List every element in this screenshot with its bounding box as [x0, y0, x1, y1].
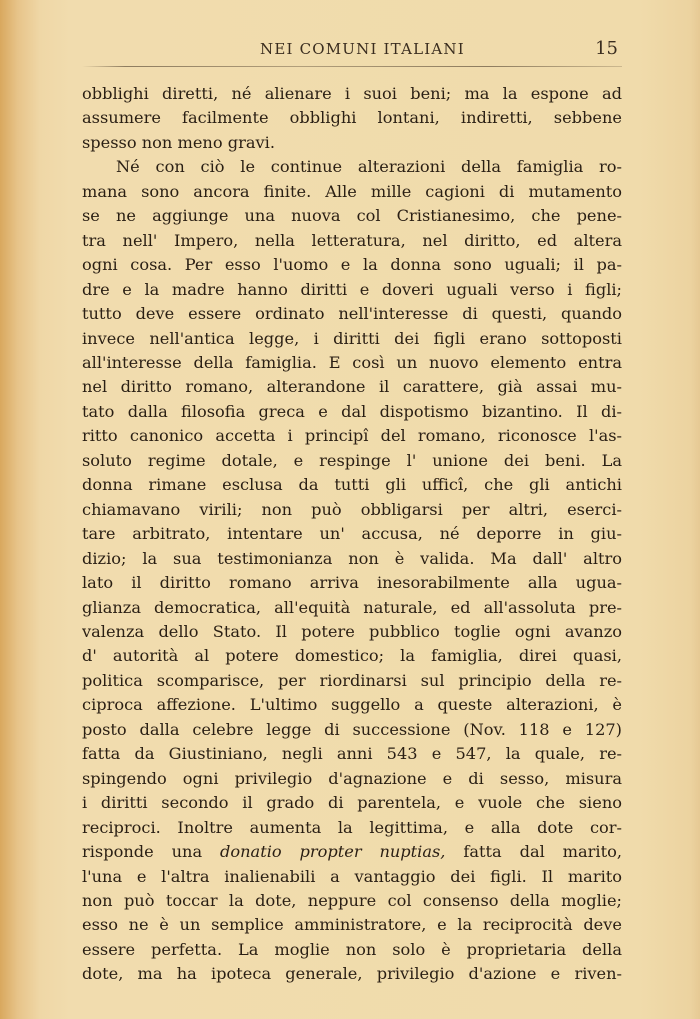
- text-line: mana sono ancora finite. Alle mille cagioni di mutamento: [82, 181, 622, 201]
- page-number: 15: [595, 38, 618, 59]
- header-rule: [82, 66, 622, 67]
- text-line: all'interesse della famiglia. E così un nuovo elemento entra: [82, 352, 622, 372]
- text-line: donna rimane esclusa da tutti gli ufficî, che gli antichi: [82, 475, 622, 495]
- text-line: reciproci. Inoltre aumenta la legittima, e alla dote cor-: [82, 817, 622, 837]
- text-segment: risponde una: [82, 842, 203, 862]
- text-line: dizio; la sua testimonianza non è valida. Ma dall' altro: [82, 548, 622, 568]
- text-line: politica scomparisce, per riordinarsi sul principio della re-: [82, 670, 622, 690]
- text-line: d' autorità al potere domestico; la famiglia, direi quasi,: [82, 646, 622, 666]
- text-line: dre e la madre hanno diritti e doveri uguali verso i figli;: [82, 279, 622, 299]
- text-line: valenza dello Stato. Il potere pubblico toglie ogni avanzo: [82, 621, 622, 641]
- text-segment: fatta dal marito,: [463, 842, 622, 862]
- text-line: chiamavano virili; non può obbligarsi per altri, eserci-: [82, 499, 622, 519]
- text-line: ritto canonico accetta i principî del romano, riconosce l'as-: [82, 426, 622, 446]
- text-line: esso ne è un semplice amministratore, e la reciprocità deve: [82, 915, 622, 935]
- text-line: dote, ma ha ipoteca generale, privilegio d'azione e riven-: [82, 964, 622, 984]
- text-line: non può toccar la dote, neppure col consenso della moglie;: [82, 890, 622, 910]
- text-line: tra nell' Impero, nella letteratura, nel diritto, ed altera: [82, 230, 622, 250]
- text-line: soluto regime dotale, e respinge l' unione dei beni. La: [82, 450, 622, 470]
- text-line: obblighi diretti, né alienare i suoi beni; ma la espone ad: [82, 84, 622, 103]
- text-line: ogni cosa. Per esso l'uomo e la donna sono uguali; il pa-: [82, 255, 622, 275]
- italic-phrase: donatio propter nuptias,: [220, 842, 446, 862]
- text-line: se ne aggiunge una nuova col Cristianesimo, che pene-: [82, 206, 622, 226]
- text-line: lato il diritto romano arriva inesorabilmente alla ugua-: [82, 573, 622, 593]
- book-page: [82, 36, 622, 984]
- body-text: [82, 82, 622, 987]
- text-line: essere perfetta. La moglie non solo è proprietaria della: [82, 939, 622, 959]
- text-line: glianza democratica, all'equità naturale, ed all'assoluta pre-: [82, 597, 622, 617]
- text-line: tare arbitrato, intentare un' accusa, né deporre in giu-: [82, 524, 622, 544]
- running-head: NEI COMUNI ITALIANI: [260, 40, 465, 58]
- text-line: spingendo ogni privilegio d'agnazione e di sesso, misura: [82, 768, 622, 788]
- text-line: posto dalla celebre legge di successione (Nov. 118 e 127): [82, 719, 622, 739]
- text-line: tutto deve essere ordinato nell'interesse di questi, quando: [82, 304, 622, 324]
- text-line: assumere facilmente obblighi lontani, indiretti, sebbene: [82, 108, 622, 128]
- text-line: nel diritto romano, alterandone il carattere, già assai mu-: [82, 377, 622, 397]
- text-line: ciproca affezione. L'ultimo suggello a queste alterazioni, è: [82, 695, 622, 715]
- text-line: fatta da Giustiniano, negli anni 543 e 547, la quale, re-: [82, 744, 622, 764]
- text-line: spesso non meno gravi.: [82, 132, 275, 152]
- text-line: l'una e l'altra inalienabili a vantaggio dei figli. Il marito: [82, 866, 622, 886]
- text-line-with-italic: [82, 840, 622, 864]
- text-line: tato dalla filosofia greca e dal dispotismo bizantino. Il di-: [82, 401, 622, 421]
- text-line: i diritti secondo il grado di parentela, e vuole che sieno: [82, 793, 622, 813]
- page-header: [82, 36, 622, 64]
- text-line: Né con ciò le continue alterazioni della famiglia ro-: [116, 157, 622, 177]
- text-line: invece nell'antica legge, i diritti dei figli erano sottoposti: [82, 328, 622, 348]
